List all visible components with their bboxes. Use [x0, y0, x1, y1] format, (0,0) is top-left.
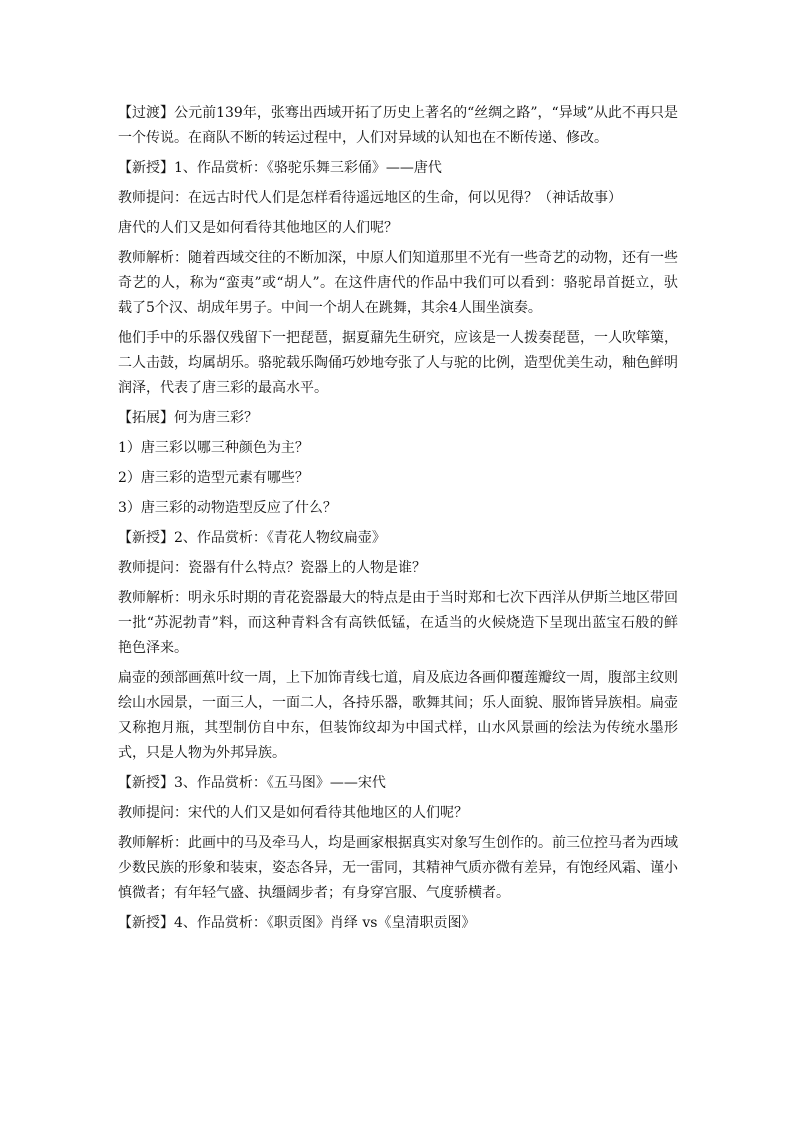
document-body — [118, 101, 678, 941]
list-item-1: 1）唐三彩以哪三种颜色为主？ — [118, 440, 309, 456]
teacher-question-1: 教师提问：在远古时代人们是怎样看待遥远地区的生命，何以见得？（神话故事） — [118, 190, 622, 206]
paragraph-flask: 扁壶的颈部画蕉叶纹一周，上下加饰青线七道，肩及底边各画仰覆莲瓣纹一周，腹部主纹则绘山水园景，一面三人，一面二人，各持乐器，歌舞其间；乐人面貌、服饰皆异族相。扁壶又称抱月瓶，其型制仿自中东，但装饰纹却为中国式样，山水风景画的绘法为传统水墨形式，只是人物为外邦异族。 — [118, 670, 678, 761]
heading-extension: 【拓展】何为唐三彩？ — [118, 410, 258, 426]
teacher-analysis-2: 教师解析：明永乐时期的青花瓷器最大的特点是由于当时郑和七次下西洋从伊斯兰地区带回一批“苏泥勃青”料，而这种青料含有高铁低锰，在适当的火候烧造下呈现出蓝宝石般的鲜艳色泽来。 — [118, 590, 678, 656]
heading-artwork-3: 【新授】3、作品赏析：《五马图》——宋代 — [118, 775, 386, 791]
paragraph-transition: 【过渡】公元前139年，张骞出西域开拓了历史上著名的“丝绸之路”，“异域”从此不再只是一个传说。在商队不断的转运过程中，人们对异域的认知也在不断传递、修改。 — [118, 105, 678, 146]
heading-artwork-4: 【新授】4、作品赏析：《职贡图》肖绎 vs《皇清职贡图》 — [118, 915, 476, 931]
paragraph-instruments: 他们手中的乐器仅残留下一把琵琶，据夏鼐先生研究，应该是一人拨奏琵琶，一人吹筚篥，二人击鼓，均属胡乐。骆驼载乐陶俑巧妙地夸张了人与驼的比例，造型优美生动，釉色鲜明润泽，代表了唐三彩的最高水平。 — [118, 330, 678, 396]
teacher-analysis-3: 教师解析：此画中的马及牵马人，均是画家根据真实对象写生创作的。前三位控马者为西域少数民族的形象和装束，姿态各异，无一雷同，其精神气质亦微有差异，有饱经风霜、谨小慎微者；有年轻气盛、执缰阔步者；有身穿宫服、气度骄横者。 — [118, 835, 678, 901]
question-tang: 唐代的人们又是如何看待其他地区的人们呢？ — [118, 220, 398, 236]
heading-artwork-2: 【新授】2、作品赏析：《青花人物纹扁壶》 — [118, 530, 386, 546]
list-item-3: 3）唐三彩的动物造型反应了什么？ — [118, 500, 337, 516]
teacher-question-2: 教师提问：瓷器有什么特点？瓷器上的人物是谁？ — [118, 560, 426, 576]
teacher-question-3: 教师提问：宋代的人们又是如何看待其他地区的人们呢？ — [118, 805, 468, 821]
list-item-2: 2）唐三彩的造型元素有哪些？ — [118, 470, 309, 486]
heading-artwork-1: 【新授】1、作品赏析：《骆驼乐舞三彩俑》——唐代 — [118, 160, 442, 176]
teacher-analysis-1: 教师解析：随着西域交往的不断加深，中原人们知道那里不光有一些奇艺的动物，还有一些奇艺的人，称为“蛮夷”或“胡人”。在这件唐代的作品中我们可以看到：骆驼昂首挺立，驮载了5个汉、胡成年男子。中间一个胡人在跳舞，其余4人围坐演奏。 — [118, 250, 678, 316]
